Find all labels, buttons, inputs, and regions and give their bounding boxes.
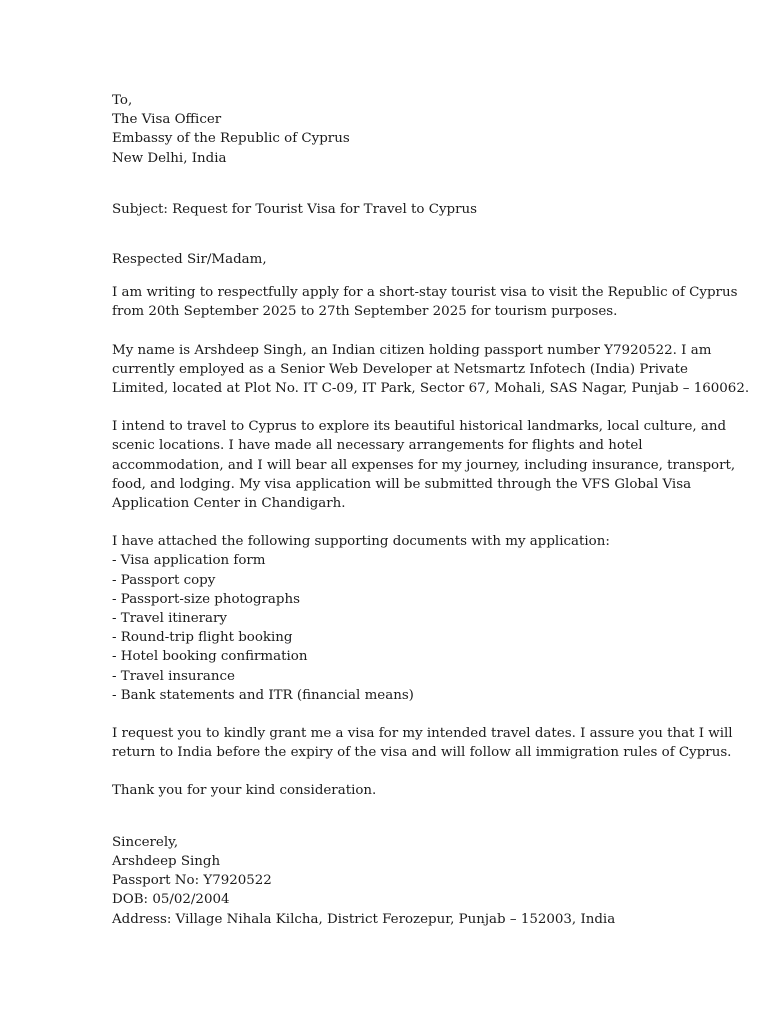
paragraph-line: accommodation, and I will bear all expenses for my journey, including insurance, transport, (112, 457, 736, 473)
spacer (112, 168, 668, 200)
recipient-line: New Delhi, India (112, 150, 227, 166)
spacer (112, 398, 668, 417)
document-list-item: - Visa application form (112, 553, 266, 569)
paragraph-line: food, and lodging. My visa application will be submitted through the VFS Global Visa (112, 476, 692, 492)
paragraph-travel-plan (112, 417, 736, 513)
spacer (112, 269, 668, 283)
document-list-item: - Travel itinerary (112, 611, 227, 627)
paragraph-line: I am writing to respectfully apply for a short-stay tourist visa to visit the Republic of Cyprus (112, 285, 738, 301)
signer-address: Address: Village Nihala Kilcha, District Ferozepur, Punjab – 152003, India (112, 911, 616, 927)
document-list-item: - Passport-size photographs (112, 591, 300, 607)
document-list-item: - Round-trip flight booking (112, 630, 293, 646)
recipient-line: Embassy of the Republic of Cyprus (112, 131, 350, 147)
closing-valediction: Sincerely, (112, 834, 179, 850)
paragraph-intent (112, 283, 738, 321)
documents-intro: I have attached the following supporting documents with my application: (112, 534, 610, 550)
document-list-item: - Travel insurance (112, 668, 235, 684)
subject-line: Subject: Request for Tourist Visa for Travel to Cyprus (112, 201, 478, 217)
recipient-line: The Visa Officer (112, 112, 222, 128)
spacer (112, 219, 668, 250)
paragraph-assurance (112, 724, 733, 762)
spacer (112, 762, 668, 781)
salutation: Respected Sir/Madam, (112, 252, 267, 268)
paragraph-identity (112, 341, 750, 399)
document-list-item: - Bank statements and ITR (financial means) (112, 687, 414, 703)
paragraph-line: scenic locations. I have made all necessary arrangements for flights and hotel (112, 438, 643, 454)
paragraph-line: My name is Arshdeep Singh, an Indian citizen holding passport number Y7920522. I am (112, 342, 712, 358)
document-list-item: - Hotel booking confirmation (112, 649, 308, 665)
documents-section (112, 532, 668, 705)
signer-dob: DOB: 05/02/2004 (112, 892, 230, 908)
paragraph-line: currently employed as a Senior Web Developer at Netsmartz Infotech (India) Private (112, 361, 688, 377)
recipient-line: To, (112, 93, 133, 108)
spacer (112, 513, 668, 532)
recipient-block (112, 91, 668, 168)
paragraph-line: Limited, located at Plot No. IT C-09, IT Park, Sector 67, Mohali, SAS Nagar, Punjab – 160062. (112, 381, 750, 397)
paragraph-line: Application Center in Chandigarh. (112, 496, 346, 512)
signer-passport: Passport No: Y7920522 (112, 873, 272, 889)
signer-name: Arshdeep Singh (112, 853, 221, 869)
spacer (112, 705, 668, 724)
spacer (112, 322, 668, 341)
paragraph-line: I intend to travel to Cyprus to explore its beautiful historical landmarks, local culture, and (112, 419, 727, 435)
spacer (112, 801, 668, 833)
thanks-line: Thank you for your kind consideration. (112, 783, 377, 799)
paragraph-line: from 20th September 2025 to 27th September 2025 for tourism purposes. (112, 304, 618, 320)
document-list-item: - Passport copy (112, 572, 216, 588)
closing-block (112, 833, 668, 929)
paragraph-line: I request you to kindly grant me a visa for my intended travel dates. I assure you that I will (112, 726, 733, 742)
paragraph-line: return to India before the expiry of the visa and will follow all immigration rules of Cyprus. (112, 745, 732, 761)
